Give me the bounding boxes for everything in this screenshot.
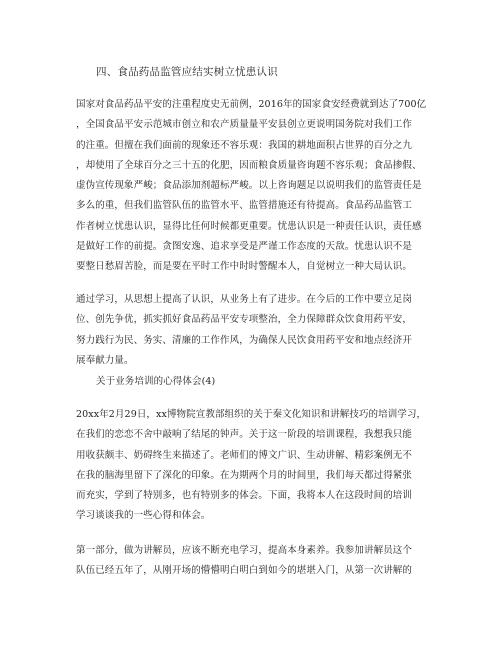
text-line: 在我们的恋恋不舍中敲响了结尾的钟声。关于这一阶段的培训课程，我想我只能 <box>76 429 413 441</box>
text-line: 队伍已经五年了，从刚开场的懵懵明白明白到如今的堪堪入门，从第一次讲解的 <box>76 565 413 577</box>
text-line: 虚伪宣传现象严峻；食品添加剂超标严峻。以上咨询题足以说明我们的监管责任是 <box>76 180 422 192</box>
text-line: 作者树立忧患认识，显得比任何时候都更重要。忧患认识是一种责任认识，责任感 <box>76 220 422 232</box>
text-line: 多么的重，但我们监管队伍的监管水平、监管措施还有待提高。食品药品监管工 <box>76 200 413 212</box>
text-line: ，全国食品平安示范城市创立和农产质量量平安县创立更说明国务院对我们工作 <box>76 119 413 131</box>
text-line: 展奉献力量。 <box>76 354 134 366</box>
text-line: 要整日愁眉苦脸，而是要在平时工作中时时警醒本人，自觉树立一种大局认识。 <box>76 261 413 273</box>
text-line: 而充实，学到了特别多，也有特别多的体会。下面，我将本人在这段时间的培训 <box>76 490 413 502</box>
paragraph-food-safety <box>76 95 430 278</box>
text-line: 努力践行为民、务实、清廉的工作作风，为确保人民饮食用药平安和地点经济开 <box>76 334 413 346</box>
text-line: 学习谈谈我的一些心得和体会。 <box>76 510 211 522</box>
text-line: 是做好工作的前提。贪图安逸、追求享受是严谨工作态度的天敌。忧患认识不是 <box>76 241 413 253</box>
text-line: 在我的脑海里留下了深化的印象。在为期两个月的时间里，我们每天都过得紧张 <box>76 469 413 481</box>
text-line: 第一部分，做为讲解员，应该不断充电学习，提高本身素养。我参加讲解员这个 <box>76 545 413 556</box>
text-line: ，却使用了全球百分之三十五的化肥，因而粮食质量咨询题不容乐观；食品掺假、 <box>76 159 422 171</box>
text-line: 位、创先争优，抓实抓好食品药品平安专项整治，全力保障群众饮食用药平安， <box>76 314 413 326</box>
paragraph-study-progress <box>76 290 430 371</box>
text-line: 用收获颇丰、奶碍终生来描述了。老师们的博文广识、生动讲解、精彩案例无不 <box>76 449 413 461</box>
text-line: 国家对食品药品平安的注重程度史无前例，2016年的国家食安经费就到达了700亿 <box>76 99 427 110</box>
section-title <box>96 372 450 392</box>
text-line: 通过学习，从思想上提高了认识，从业务上有了进步。在今后的工作中要立足岗 <box>76 294 413 305</box>
text-line: 的注重。但擅在我们面前的现象还不容乐观：我国的耕地面积占世界的百分之九 <box>76 139 413 151</box>
section-title-text: 关于业务培训的心得体会(4) <box>96 376 216 387</box>
paragraph-part-one <box>76 541 430 582</box>
section-heading: 四、食品药品监管应结实树立忧患认识 <box>96 66 278 78</box>
text-line: 20xx年2月29日，xx博物院宣教部组织的关于秦文化知识和讲解技巧的培训学习， <box>76 409 427 420</box>
paragraph-training-intro <box>76 405 430 527</box>
